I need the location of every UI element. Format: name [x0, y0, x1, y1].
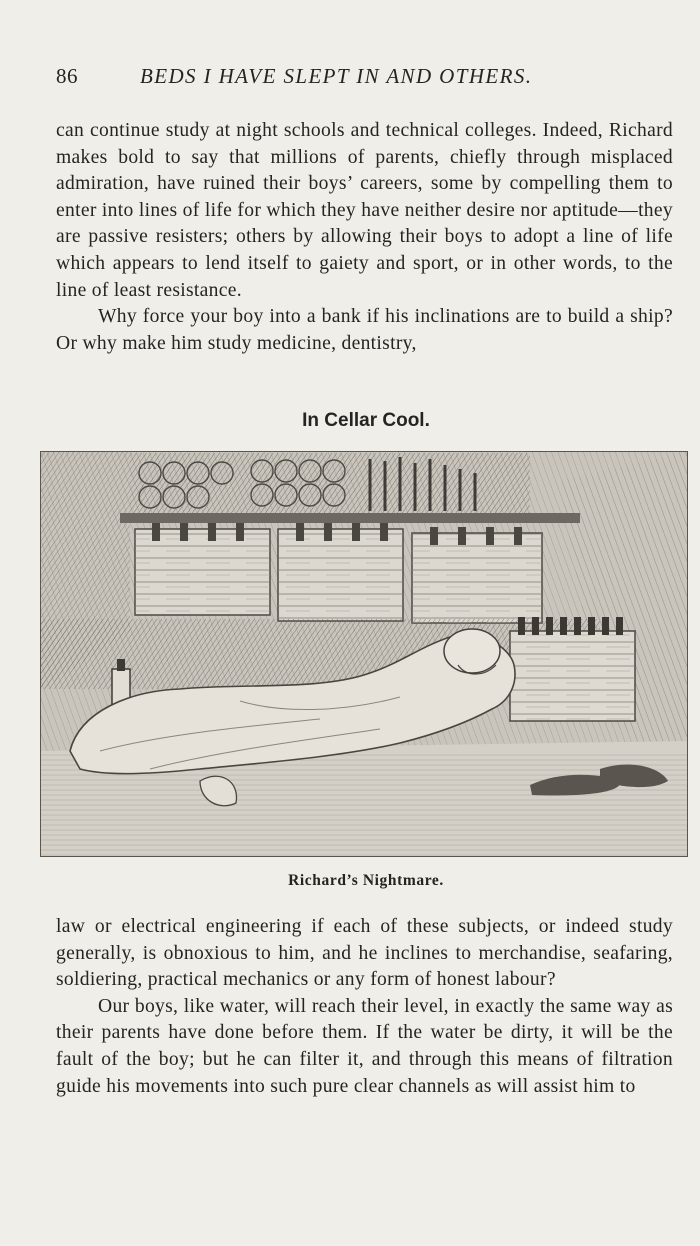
illustration-title: In Cellar Cool. — [302, 410, 430, 431]
illustration-cellar-sleeper — [40, 451, 688, 857]
paragraph-continued: can continue study at night schools and technical colleges. Indeed, Richard makes bold to say that millions of parents, chiefly through misplaced admiration, have ruined their boys’ careers, some by compelling them to enter into lines of life for which they have neither desire nor aptitude—they are passive resisters; others by allowing their boys to adopt a line of life which appears to lend itself to gaiety and sport, or in other words, to the line of least resistance. — [56, 120, 673, 301]
paragraph: Why force your boy into a bank if his inclinations are to build a ship? Or why make him study medicine, dentistry, — [56, 306, 673, 354]
body-text-top — [56, 118, 673, 357]
paragraph: Our boys, like water, will reach their level, in exactly the same way as their parents have done before them. If the water be dirty, it will be the fault of the boy; but he can filter it, and through this means of filtration guide his movements into such pure clear channels as will assist him to — [56, 995, 673, 1097]
page-number: 86 — [56, 64, 78, 88]
running-head — [56, 64, 676, 96]
body-text-bottom — [56, 914, 673, 1100]
paragraph-continued: law or electrical engineering if each of these subjects, or indeed study generally, is obnoxious to him, and he inclines to merchandise, seafaring, soldiering, practical mechanics or any form of honest labour? — [56, 916, 673, 991]
illustration-caption: Richard’s Nightmare. — [288, 872, 444, 889]
running-title: BEDS I HAVE SLEPT IN AND OTHERS. — [140, 64, 533, 88]
